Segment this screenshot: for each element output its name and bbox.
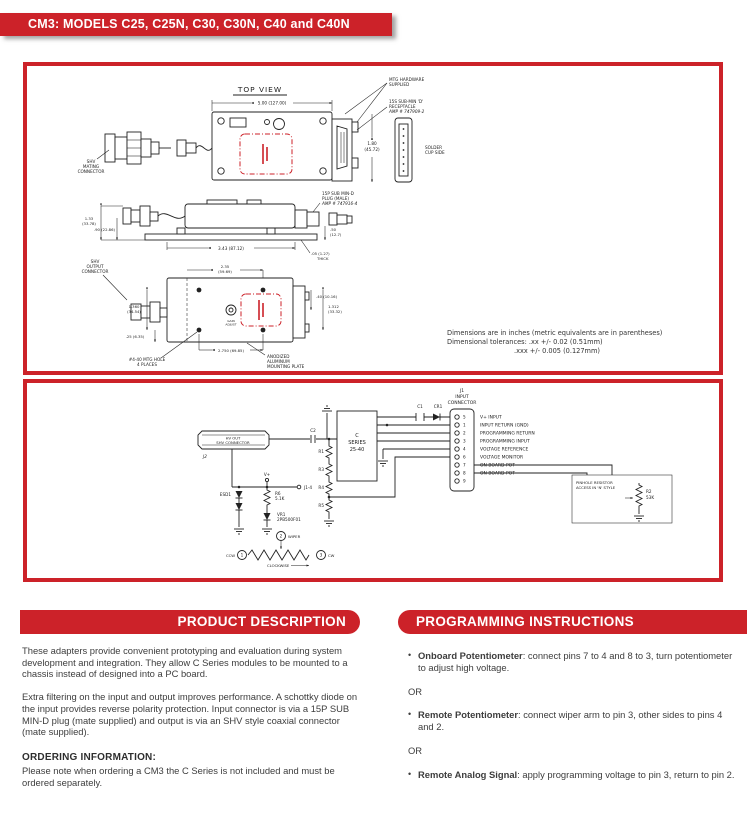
dim-label: 1.360 xyxy=(128,304,140,309)
shv-mating-label: CONNECTOR xyxy=(77,169,105,174)
pinhole-label: ACCESS IN 'N' STYLE xyxy=(576,485,616,490)
pin-label: PROGRAMMING RETURN xyxy=(480,431,535,437)
schematic-panel xyxy=(23,379,723,582)
dim-label: .40 (10.16) xyxy=(316,294,338,299)
r6-label: R6 xyxy=(275,491,281,496)
pin-label: VOLTAGE REFERENCE xyxy=(480,447,529,453)
cr1-label: CR1 xyxy=(433,404,443,409)
j1-title: J1 xyxy=(459,389,465,394)
plug-label: 15P SUB MIN-D xyxy=(322,191,354,196)
bullet: • xyxy=(408,650,412,660)
ccw-label: CCW xyxy=(225,553,235,558)
dim-label: .90 (22.86) xyxy=(93,227,115,232)
mtg-hardware-label: MTG HARDWARE xyxy=(389,77,425,82)
programming-instructions-banner xyxy=(398,610,747,634)
mechanical-drawing-panel xyxy=(23,62,723,375)
dim-label: 1.33 xyxy=(84,216,94,221)
pin-number: 6 xyxy=(463,454,466,460)
c2-label: C2 xyxy=(310,428,316,433)
solder-cup-label: SOLDER xyxy=(425,145,443,150)
programming-item xyxy=(408,769,738,781)
anodized-label: MOUNTING PLATE xyxy=(267,364,305,369)
dimension-note: Dimensions are in inches (metric equivalents are in parentheses) xyxy=(447,329,663,337)
pin-number: 1 xyxy=(463,422,466,428)
dim-label: .25 (6.35) xyxy=(125,334,145,339)
dim-label: (33.78) xyxy=(82,221,96,226)
pin-label: V+ INPUT xyxy=(480,415,502,421)
or-separator: OR xyxy=(408,685,423,697)
plug-label: PLUG (MALE) xyxy=(322,196,350,201)
anodized-label: ANODIZED xyxy=(267,354,290,359)
ordering-information-title: ORDERING INFORMATION: xyxy=(22,751,157,763)
pin-label: PROGRAMMING INPUT xyxy=(480,439,530,445)
programming-item-lead: Onboard Potentiometer xyxy=(418,650,523,661)
page-title: CM3: MODELS C25, C25N, C30, C30N, C40 and C40N xyxy=(28,17,350,31)
potentiometer-legend xyxy=(226,532,335,569)
pin-label: ON-BOARD POT xyxy=(480,471,515,477)
programming-item-lead: Remote Potentiometer xyxy=(418,709,519,721)
programming-item-text: : apply programming voltage to pin 3, return to pin 2. xyxy=(517,768,735,780)
pin-number: 3 xyxy=(463,438,466,444)
c-series-block-label: SERIES xyxy=(348,440,366,446)
pin-label: VOLTAGE MONITOR xyxy=(480,455,524,461)
thickness-label: THICK xyxy=(317,256,329,261)
c1-label: C1 xyxy=(417,404,423,409)
dim-label: (34.54) xyxy=(127,309,141,314)
dim-label: 2.35 xyxy=(220,264,230,269)
pot-pin-3: 3 xyxy=(319,552,323,558)
programming-instructions-title: PROGRAMMING INSTRUCTIONS xyxy=(416,614,634,629)
r6-label: 5.1K xyxy=(275,496,285,501)
wiper-label: WIPER xyxy=(288,534,301,539)
dim-label: (33.32) xyxy=(328,309,342,314)
programming-item-text: : connect pins 7 to 4 and 8 to 3, turn potentiometer to adjust high voltage. xyxy=(418,650,733,673)
product-description-paragraph: These adapters provide convenient prototyping and evaluation during system development and integration. They allow C Series modules to be mounted to a chassis instead of designed into a PC board. xyxy=(22,645,348,680)
pinhole-label: PINHOLE RESISTOR xyxy=(576,480,613,485)
programming-item-lead: Remote Analog Signal xyxy=(418,768,518,780)
j1-4-label: J1-4 xyxy=(304,485,313,490)
mtg-hole-label: #4-40 MTG HOLE xyxy=(128,357,166,362)
pin-number: 7 xyxy=(463,462,466,468)
dim-label: 1.80 xyxy=(367,141,377,146)
schematic-diagram xyxy=(27,383,719,578)
pot-pin-1: 1 xyxy=(240,552,244,558)
dimension-note: .xxx +/- 0.005 (0.127mm) xyxy=(514,347,600,355)
page-title-banner xyxy=(0,13,392,36)
pin-number: 8 xyxy=(463,470,466,476)
dim-label: .50 xyxy=(330,227,337,232)
vplus-label: V+ xyxy=(263,472,271,477)
product-description-title: PRODUCT DESCRIPTION xyxy=(177,614,346,629)
thickness-label: .05 (1.27) xyxy=(311,251,330,256)
c-series-block-label: 25-40 xyxy=(349,447,365,453)
pin-label: ON-BOARD POT xyxy=(480,463,515,469)
dim-label: (45.72) xyxy=(364,147,380,152)
pot-pin-2: 2 xyxy=(279,533,283,539)
c-series-block-label: C xyxy=(355,433,359,439)
shv-output-label: SHV xyxy=(90,259,100,264)
shv-mating-label: MATING xyxy=(82,164,100,169)
dim-label: (12.7) xyxy=(330,232,342,237)
r5-label: R5 xyxy=(318,503,324,508)
bullet: • xyxy=(408,709,412,720)
product-description-banner xyxy=(20,610,360,634)
anodized-label: ALUMINUM xyxy=(267,359,290,364)
mtg-hardware-label: SUPPLIED xyxy=(389,82,410,87)
pin-label: INPUT RETURN (GND) xyxy=(480,423,529,429)
shv-mating-label: SHV xyxy=(86,159,96,164)
programming-instructions-section xyxy=(398,610,747,793)
r2-label: 53K xyxy=(646,495,655,500)
vr1-label: VR1 xyxy=(277,512,286,517)
receptacle-label: 15S SUB-MIN 'D' xyxy=(389,99,424,104)
programming-item-text: : connect wiper arm to pin 3, other sides to pins 4 and 2. xyxy=(418,709,723,733)
hv-out-label: SHV CONNECTOR xyxy=(216,440,250,445)
j2-label: J2 xyxy=(203,454,207,459)
r2-label: R2 xyxy=(646,489,652,494)
r4-label: R4 xyxy=(318,485,324,490)
top-view-title: TOP VIEW xyxy=(237,85,283,94)
gain-label: GAIN xyxy=(227,319,235,323)
dim-label: 2.750 (69.85) xyxy=(218,348,244,353)
gain-label: ADJUST xyxy=(225,322,237,327)
product-description-paragraph: Extra filtering on the input and output improves performance. A schottky diode on the input provides reverse polarity protection. Input connector is via a 15P SUB MIN-D plug (mate supplied) and output is via an SHV style coaxial connector (mate supplied). xyxy=(22,691,358,738)
vr1-label: 2PB500F01 xyxy=(277,517,301,522)
esd1-label: ESD1 xyxy=(219,492,231,497)
dimension-note: Dimensional tolerances: .xx +/- 0.02 (0.51mm) xyxy=(447,338,603,346)
j1-title: INPUT xyxy=(455,395,469,400)
receptacle-label: AMP # 747909-2 xyxy=(389,109,425,114)
ordering-information-text: Please note when ordering a CM3 the C Series is not included and must be ordered separately. xyxy=(22,764,335,788)
pin-number: 4 xyxy=(463,446,466,452)
dim-label: 3.43 (87.12) xyxy=(218,246,244,251)
hv-out-label: HV OUT xyxy=(225,435,241,441)
or-separator: OR xyxy=(408,744,423,756)
mechanical-drawing xyxy=(27,66,719,371)
pin-number: 9 xyxy=(463,478,466,484)
programming-item xyxy=(408,709,738,733)
r3-label: R3 xyxy=(318,467,324,472)
dim-label: (59.69) xyxy=(218,269,232,274)
mtg-hole-label: 4 PLACES xyxy=(137,362,157,367)
shv-output-label: OUTPUT xyxy=(86,264,104,269)
shv-output-label: CONNECTOR xyxy=(81,269,109,274)
solder-cup-label: CUP SIDE xyxy=(425,150,445,155)
pin-number: 2 xyxy=(463,430,466,436)
programming-item xyxy=(408,650,738,674)
bullet: • xyxy=(408,768,412,779)
j1-title: CONNECTOR xyxy=(447,401,477,406)
plug-label: AMP # 747916-4 xyxy=(322,201,358,206)
r1-label: R1 xyxy=(318,449,324,454)
pin-number: 5 xyxy=(463,414,466,420)
product-description-section xyxy=(20,610,360,789)
receptacle-label: RECEPTACLE xyxy=(389,104,416,109)
cw-label: CW xyxy=(328,553,335,558)
dim-label: 5.00 (127.00) xyxy=(257,100,287,106)
dim-label: 1.312 xyxy=(328,304,339,309)
clockwise-label: CLOCKWISE xyxy=(267,563,290,568)
